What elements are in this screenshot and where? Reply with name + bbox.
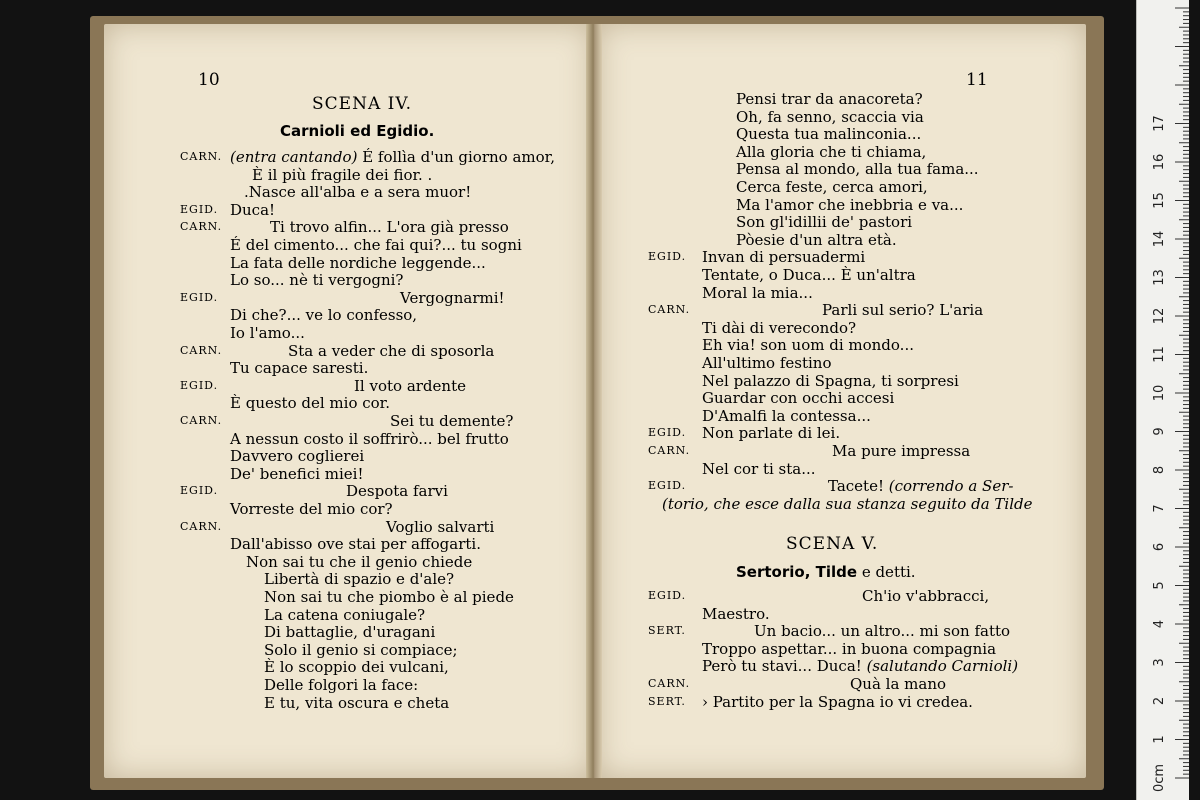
scene-characters-v-names: Sertorio, Tilde: [736, 563, 858, 581]
verse-text: All'ultimo festino: [702, 354, 832, 372]
verse-text: È il più fragile dei fior. .: [252, 166, 433, 184]
verse-text: Pòesie d'un altra età.: [736, 231, 897, 249]
ruler-label: 16: [1152, 153, 1167, 171]
verse-text: Guardar con occhi accesi: [702, 389, 895, 407]
verse-line: [230, 535, 481, 553]
measurement-ruler: [1136, 0, 1189, 800]
verse-text: La fata delle nordiche leggende...: [230, 254, 486, 272]
verse-text: Delle folgori la face:: [264, 676, 419, 694]
verse-line: [252, 166, 432, 184]
verse-text: .Nasce all'alba e a sera muor!: [244, 183, 472, 201]
verse-text: Un bacio... un altro... mi son fatto: [754, 622, 1011, 640]
verse-text: Il voto ardente: [354, 377, 466, 395]
verse-text: Oh, fa senno, scaccia via: [736, 108, 924, 126]
verse-text: Despota farvi: [346, 482, 448, 500]
verse-text: Nel cor ti sta...: [702, 460, 816, 478]
verse-text: Ch'io v'abbracci,: [862, 587, 990, 605]
verse-line: [736, 143, 926, 161]
ruler-label: 6: [1152, 542, 1167, 552]
verse-line: [264, 588, 514, 606]
speaker-label: SERT.: [648, 695, 686, 708]
stage-direction: (torio, che esce dalla sua stanza seguito da Tilde: [662, 495, 1033, 513]
verse-line: [230, 236, 522, 254]
verse-line: [702, 693, 973, 711]
verse-line: [736, 213, 912, 231]
verse-line: [230, 324, 305, 342]
speaker-label: CARN.: [180, 344, 223, 357]
book-gutter: [586, 24, 602, 778]
speaker-label: CARN.: [180, 220, 223, 233]
verse-line: [346, 482, 448, 500]
verse-line: [264, 676, 418, 694]
verse-text: È questo del mio cor.: [230, 394, 390, 412]
verse-line: [736, 108, 924, 126]
verse-text: Davvero coglierei: [230, 447, 365, 465]
stage-direction: (entra cantando): [230, 148, 358, 166]
verse-text: Cerca feste, cerca amori,: [736, 178, 928, 196]
verse-line: [230, 430, 509, 448]
stage-direction: (salutando Carnioli): [866, 657, 1019, 675]
ruler-label: 14: [1152, 230, 1167, 248]
ruler-label: 15: [1152, 192, 1167, 209]
verse-line: [230, 394, 390, 412]
ruler-label: 10: [1152, 384, 1167, 402]
verse-text: Ma pure impressa: [832, 442, 971, 460]
verse-line: [862, 587, 989, 605]
verse-line: [230, 465, 364, 483]
speaker-label: EGID.: [648, 479, 687, 492]
verse-line: [736, 231, 897, 249]
verse-text: Non parlate di lei.: [702, 424, 841, 442]
speaker-label: EGID.: [648, 250, 687, 263]
verse-text: Tentate, o Duca... È un'altra: [702, 266, 916, 284]
verse-line: [288, 342, 494, 360]
verse-text: Dall'abisso ove stai per affogarti.: [230, 535, 481, 553]
verse-line: [850, 675, 946, 693]
verse-line: [264, 641, 458, 659]
verse-line: [702, 389, 894, 407]
speaker-label: EGID.: [180, 203, 219, 216]
verse-line: [702, 407, 871, 425]
scene-characters-iv: Carnioli ed Egidio.: [280, 122, 435, 140]
speaker-label: CARN.: [180, 150, 223, 163]
verse-line: [230, 447, 364, 465]
speaker-label: CARN.: [180, 414, 223, 427]
verse-line: [702, 248, 865, 266]
ruler-label: 2: [1152, 696, 1167, 706]
verse-line: [736, 196, 963, 214]
ruler-label: 5: [1152, 581, 1167, 590]
speaker-label: SERT.: [648, 624, 686, 637]
verse-text: Son gl'idillii de' pastori: [736, 213, 913, 231]
verse-line: [702, 640, 996, 658]
verse-text: Pensa al mondo, alla tua fama...: [736, 160, 979, 178]
verse-line: [702, 424, 840, 442]
verse-line: [264, 606, 425, 624]
verse-line: [270, 218, 509, 236]
verse-line: [736, 160, 979, 178]
verse-text: Sta a veder che di sposorla: [288, 342, 495, 360]
scene-characters-v-extra: e detti.: [857, 563, 916, 581]
verse-text: Moral la mia...: [702, 284, 813, 302]
verse-text: E tu, vita oscura e cheta: [264, 694, 450, 712]
verse-text: Voglio salvarti: [386, 518, 495, 536]
verse-line: [230, 201, 275, 219]
scene-title-v: SCENA V.: [786, 534, 879, 554]
scene-characters-v: [736, 563, 916, 581]
ruler-label: 12: [1152, 307, 1167, 325]
verse-line: [230, 359, 368, 377]
verse-line: [832, 442, 970, 460]
speaker-label: CARN.: [180, 520, 223, 533]
verse-text: Libertà di spazio e d'ale?: [264, 570, 455, 588]
verse-text: Vergognarmi!: [400, 289, 505, 307]
ruler-label: 0cm: [1152, 763, 1167, 793]
verse-text: Duca!: [230, 201, 276, 219]
page-number-right: 11: [966, 70, 988, 90]
verse-text: De' benefici miei!: [230, 465, 364, 483]
verse-text: Non sai tu che il genio chiede: [246, 553, 473, 571]
speaker-label: EGID.: [180, 484, 219, 497]
verse-text: Io l'amo...: [230, 324, 305, 342]
ruler-label: 17: [1152, 115, 1167, 132]
verse-text: D'Amalfi la contessa...: [702, 407, 871, 425]
verse-text: › Partito per la Spagna io vi credea.: [702, 693, 973, 711]
verse-text: È lo scoppio dei vulcani,: [264, 658, 449, 676]
verse-line: [702, 657, 1018, 675]
verse-line: [828, 477, 1013, 495]
speaker-label: EGID.: [648, 426, 687, 439]
verse-text: Di battaglie, d'uragani: [264, 623, 436, 641]
verse-text: Tacete!: [828, 477, 889, 495]
verse-text: Ma l'amor che inebbria e va...: [736, 196, 964, 214]
verse-text: Pensi trar da anacoreta?: [736, 90, 923, 108]
verse-line: [822, 301, 983, 319]
verse-line: [702, 336, 914, 354]
speaker-label: CARN.: [648, 444, 691, 457]
verse-line: [244, 183, 471, 201]
verse-line: [264, 658, 449, 676]
verse-text: Parli sul serio? L'aria: [822, 301, 984, 319]
speaker-label: EGID.: [180, 379, 219, 392]
ruler-label: 1: [1152, 735, 1167, 744]
verse-line: [246, 553, 472, 571]
verse-text: Nel palazzo di Spagna, ti sorpresi: [702, 372, 959, 390]
verse-text: Troppo aspettar... in buona compagnia: [702, 640, 997, 658]
verse-text: É del cimento... che fai qui?... tu sogni: [230, 236, 522, 254]
verse-text: Lo so... nè ti vergogni?: [230, 271, 404, 289]
verse-line: [736, 90, 923, 108]
verse-line: [702, 284, 813, 302]
speaker-label: EGID.: [180, 291, 219, 304]
verse-text: Alla gloria che ti chiama,: [736, 143, 927, 161]
verse-line: [230, 271, 403, 289]
ruler-label: 7: [1152, 504, 1167, 513]
speaker-label: CARN.: [648, 303, 691, 316]
speaker-label: EGID.: [648, 589, 687, 602]
scene-title-iv: SCENA IV.: [312, 94, 413, 114]
verse-line: [264, 623, 435, 641]
verse-text: Solo il genio si compiace;: [264, 641, 458, 659]
verse-line: [264, 570, 454, 588]
verse-line: [264, 694, 449, 712]
ruler-scale: [1137, 0, 1189, 800]
verse-line: [754, 622, 1010, 640]
verse-line: [230, 306, 417, 324]
ruler-label: 3: [1152, 658, 1167, 667]
verse-line: [702, 372, 959, 390]
verse-text: Di che?... ve lo confesso,: [230, 306, 418, 324]
verse-line: [386, 518, 494, 536]
verse-line: [390, 412, 513, 430]
verse-line: [736, 178, 928, 196]
verse-text: Invan di persuadermi: [702, 248, 866, 266]
verse-text: Eh via! son uom di mondo...: [702, 336, 914, 354]
verse-line: [662, 495, 1033, 513]
verse-line: [702, 319, 856, 337]
ruler-label: 4: [1152, 619, 1167, 629]
verse-line: [736, 125, 921, 143]
verse-text: Ti dài di verecondo?: [702, 319, 857, 337]
verse-line: [354, 377, 466, 395]
verse-text: Ti trovo alfin... L'ora già presso: [270, 218, 509, 236]
verse-text: É follìa d'un giorno amor,: [357, 148, 555, 166]
stage-direction: (correndo a Ser-: [888, 477, 1014, 495]
verse-line: [702, 605, 770, 623]
verse-text: Però tu stavi... Duca!: [702, 657, 867, 675]
ruler-label: 11: [1152, 346, 1167, 363]
ruler-label: 9: [1152, 427, 1167, 436]
verse-text: A nessun costo il soffrirò... bel frutto: [230, 430, 509, 448]
verse-text: La catena coniugale?: [264, 606, 426, 624]
ruler-label: 8: [1152, 465, 1167, 475]
verse-text: Maestro.: [702, 605, 770, 623]
verse-text: Vorreste del mio cor?: [230, 500, 393, 518]
speaker-label: CARN.: [648, 677, 691, 690]
verse-line: [230, 254, 486, 272]
verse-line: [400, 289, 505, 307]
verse-text: Non sai tu che piombo è al piede: [264, 588, 514, 606]
verse-line: [702, 354, 832, 372]
verse-text: Sei tu demente?: [390, 412, 514, 430]
verse-line: [702, 460, 816, 478]
verse-line: [230, 148, 555, 166]
verse-line: [702, 266, 916, 284]
page-number-left: 10: [198, 70, 220, 90]
verse-text: Quà la mano: [850, 675, 947, 693]
verse-text: Tu capace saresti.: [230, 359, 369, 377]
verse-text: Questa tua malinconia...: [736, 125, 922, 143]
ruler-label: 13: [1152, 269, 1167, 286]
verse-line: [230, 500, 393, 518]
